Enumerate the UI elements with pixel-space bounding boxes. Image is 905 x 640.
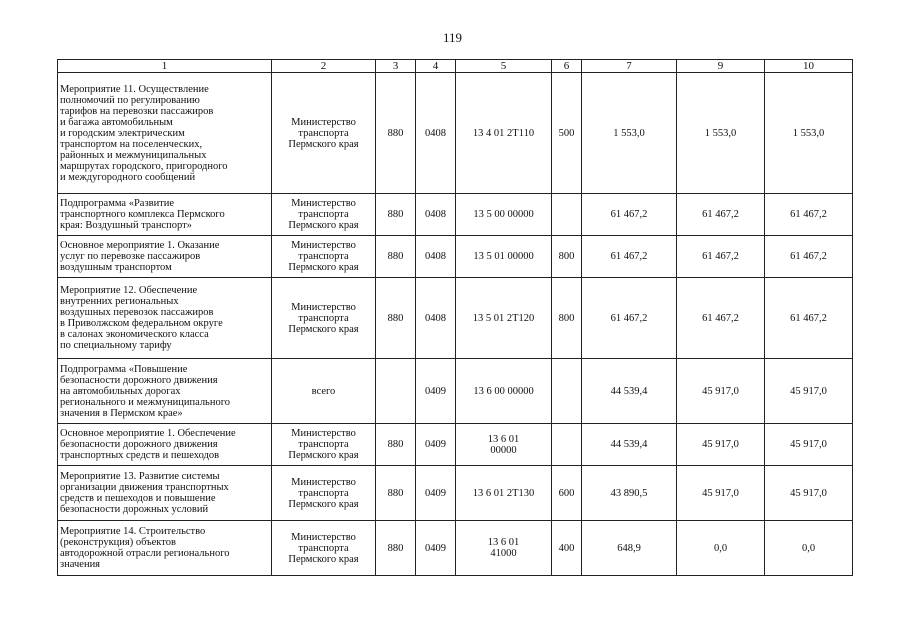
row-rzpr: 0409 [416,466,456,521]
table-row [58,73,853,194]
col-header-6: 6 [552,60,582,73]
table-row [58,359,853,424]
row-org: Министерство транспорта Пермского края [288,198,359,231]
row-name: Мероприятие 13. Развитие системы организации движения транспортных средств и пешеходов и повышение безопасности дорожных условий [60,471,229,515]
row-vr [552,194,582,236]
budget-table [57,59,853,576]
row-name: Мероприятие 11. Осуществление полномочий по регулированию тарифов на перевозки пассажиров и багажа автомобильным и городским электрическим транспортом на поселенческих, районных и межмуниципальных маршрутах городского, пригородного и междугородного сообщений [60,83,228,183]
row-vr: 400 [552,521,582,576]
page-number: 119 [442,30,463,45]
row-vr [552,424,582,466]
row-value-9: 1 553,0 [677,73,765,194]
col-header-3: 3 [376,60,416,73]
row-grbs: 880 [376,236,416,278]
row-name: Основное мероприятие 1. Обеспечение безопасности дорожного движения транспортных средств и пешеходов [60,428,236,461]
row-name: Подпрограмма «Развитие транспортного комплекса Пермского края: Воздушный транспорт» [60,198,225,231]
row-value-10: 61 467,2 [765,236,853,278]
col-header-2: 2 [272,60,376,73]
row-rzpr: 0408 [416,73,456,194]
row-value-10: 61 467,2 [765,194,853,236]
col-header-9: 9 [677,60,765,73]
row-vr: 800 [552,236,582,278]
table-row [58,521,853,576]
row-value-9: 0,0 [677,521,765,576]
row-value-9: 61 467,2 [677,194,765,236]
col-header-4: 4 [416,60,456,73]
row-value-7: 61 467,2 [582,194,677,236]
col-header-7: 7 [582,60,677,73]
row-rzpr: 0409 [416,359,456,424]
row-org: Министерство транспорта Пермского края [288,301,359,335]
row-value-7: 44 539,4 [582,359,677,424]
row-org: Министерство транспорта Пермского края [288,116,359,150]
row-vr: 600 [552,466,582,521]
row-rzpr: 0408 [416,194,456,236]
row-value-9: 45 917,0 [677,359,765,424]
row-rzpr: 0408 [416,236,456,278]
row-name: Основное мероприятие 1. Оказание услуг по перевозке пассажиров воздушным транспортом [60,240,220,273]
row-csr: 13 6 01 41000 [487,537,520,559]
row-value-7: 1 553,0 [582,73,677,194]
col-header-10: 10 [765,60,853,73]
row-csr: 13 4 01 2Т110 [472,127,535,139]
row-value-7: 61 467,2 [582,278,677,359]
table-row [58,466,853,521]
row-value-10: 1 553,0 [765,73,853,194]
row-value-9: 61 467,2 [677,236,765,278]
row-grbs: 880 [376,424,416,466]
row-csr: 13 6 01 2Т130 [472,487,535,499]
row-grbs: 880 [376,194,416,236]
row-csr: 13 6 01 00000 [487,433,520,456]
row-org: Министерство транспорта Пермского края [288,476,359,510]
row-name: Подпрограмма «Повышение безопасности дорожного движения на автомобильных дорогах регионального и межмуниципального значения в Пермском крае» [60,363,231,419]
row-value-7: 61 467,2 [582,236,677,278]
table-row [58,424,853,466]
row-org: Министерство транспорта Пермского края [288,531,359,565]
row-value-9: 45 917,0 [677,424,765,466]
row-value-9: 61 467,2 [677,278,765,359]
row-rzpr: 0408 [416,278,456,359]
row-csr: 13 5 00 00000 [473,209,534,220]
row-csr: 13 6 00 00000 [473,385,534,397]
row-vr: 500 [552,73,582,194]
row-org: Министерство транспорта Пермского края [288,428,359,461]
col-header-5: 5 [456,60,552,73]
row-grbs: 880 [376,278,416,359]
header-row [58,60,853,73]
row-value-7: 43 890,5 [582,466,677,521]
row-value-9: 45 917,0 [677,466,765,521]
table-row [58,194,853,236]
row-name: Мероприятие 12. Обеспечение внутренних региональных воздушных перевозок пассажиров в Приволжском федеральном округе в салонах экономического класса по специальному тарифу [60,285,223,351]
row-org: Министерство транспорта Пермского края [288,240,359,273]
row-grbs: 880 [376,521,416,576]
row-grbs: 880 [376,73,416,194]
row-grbs [376,359,416,424]
row-value-7: 44 539,4 [582,424,677,466]
row-vr [552,359,582,424]
row-vr: 800 [552,278,582,359]
row-value-10: 61 467,2 [765,278,853,359]
row-value-10: 45 917,0 [765,466,853,521]
row-value-10: 0,0 [765,521,853,576]
row-grbs: 880 [376,466,416,521]
table-row [58,278,853,359]
row-value-10: 45 917,0 [765,359,853,424]
table-row [58,236,853,278]
row-name: Мероприятие 14. Строительство (реконструкция) объектов автодорожной отрасли регионального значения [60,526,230,570]
row-value-7: 648,9 [582,521,677,576]
row-rzpr: 0409 [416,521,456,576]
row-org: всего [311,385,336,397]
row-csr: 13 5 01 00000 [473,251,534,262]
row-rzpr: 0409 [416,424,456,466]
col-header-1: 1 [58,60,272,73]
row-csr: 13 5 01 2Т120 [472,312,535,324]
row-value-10: 45 917,0 [765,424,853,466]
